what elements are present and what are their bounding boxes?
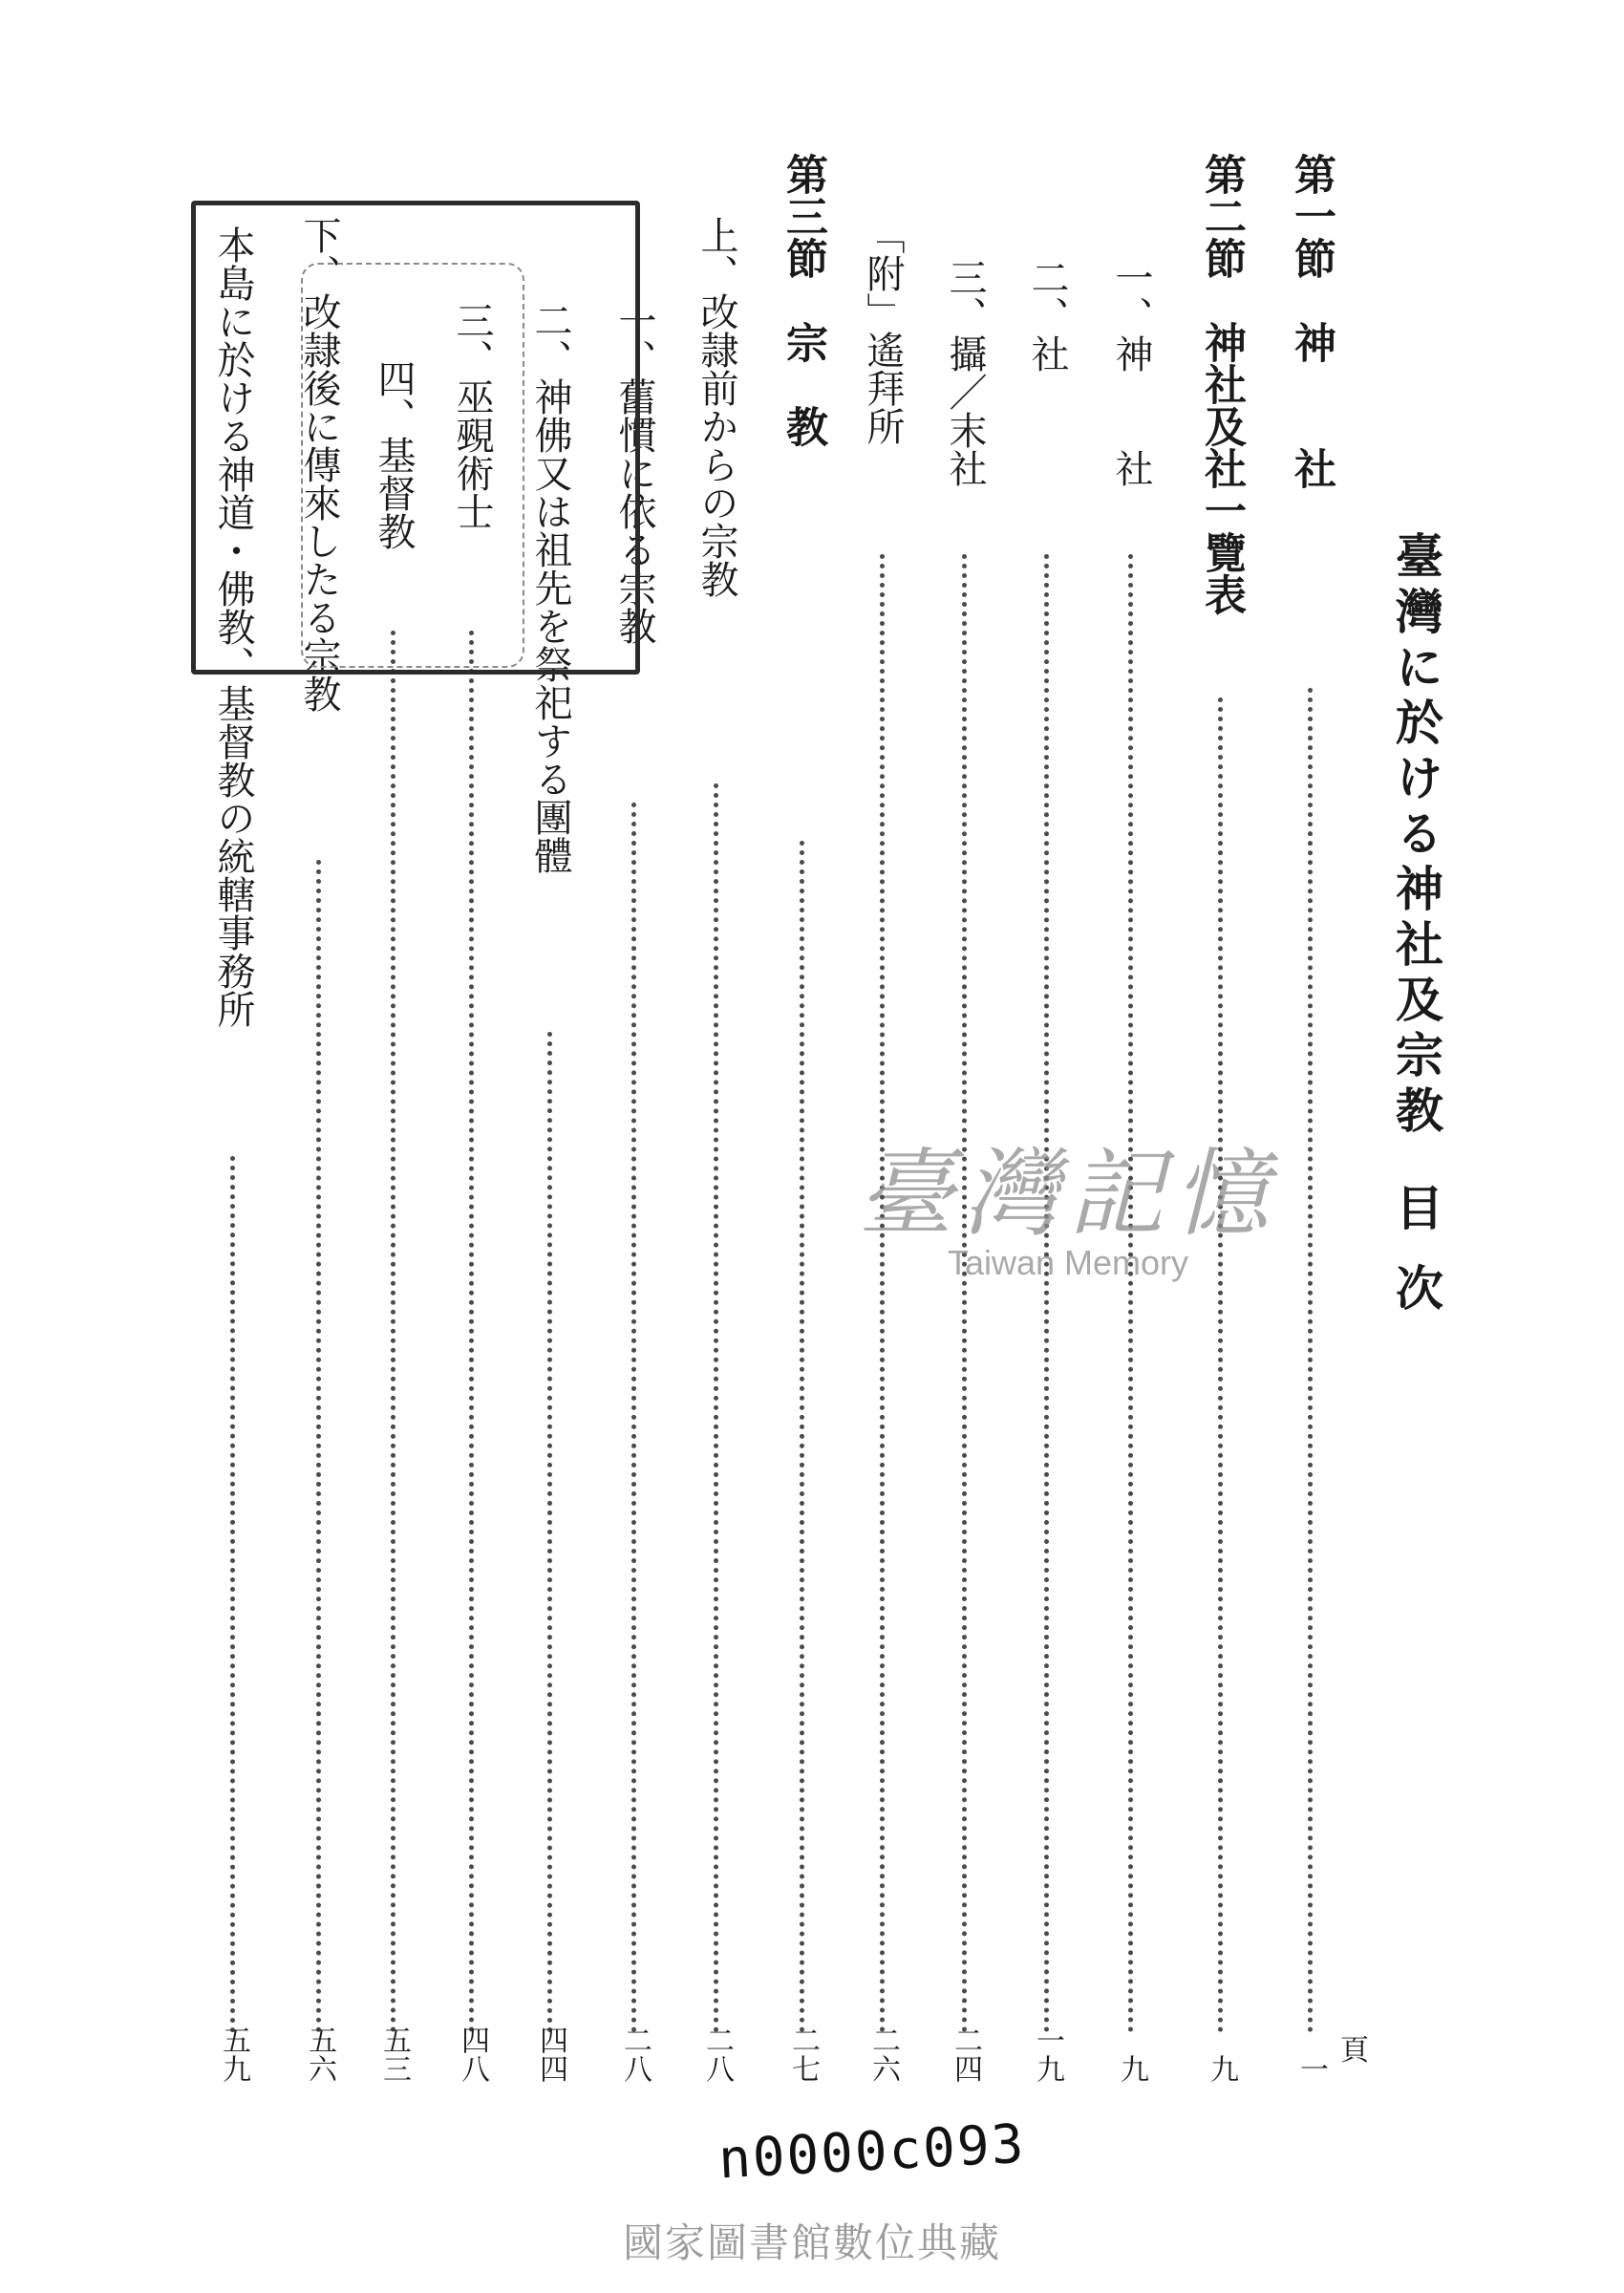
toc-entry-page: 五三 bbox=[377, 2025, 411, 2083]
toc-entry-label: 二、神佛又は祖先を祭祀する團體 bbox=[528, 301, 572, 874]
toc-entry-label: 下、改隷後に傳來したる宗教 bbox=[297, 216, 341, 713]
toc-entry-label: 本島に於ける神道・佛教、基督教の統轄事務所 bbox=[211, 225, 255, 1028]
toc-entry-label: 一、神 社 bbox=[1109, 258, 1153, 487]
toc-entry-label: 「附」遙拜所 bbox=[861, 216, 905, 445]
toc-entry-label: 二、社 bbox=[1025, 258, 1069, 373]
toc-entry-page: 九 bbox=[1115, 2054, 1148, 2083]
toc-entry-page: 二八 bbox=[700, 2025, 734, 2083]
toc-entry bbox=[776, 153, 829, 2083]
toc-entry-page: 九 bbox=[1205, 2054, 1238, 2083]
toc-entry-label: 一、舊慣に依る宗教 bbox=[612, 301, 656, 645]
toc-entry-page: 二八 bbox=[618, 2025, 652, 2083]
toc-entry bbox=[1104, 153, 1158, 2083]
toc-entry bbox=[1020, 153, 1074, 2083]
dot-leader bbox=[1308, 688, 1313, 2033]
table-of-contents-heading: 目次 bbox=[1388, 1183, 1443, 1343]
watermark-english: Taiwan Memory bbox=[947, 1243, 1189, 1282]
toc-entry-page: 五九 bbox=[217, 2025, 250, 2083]
dot-leader bbox=[631, 803, 636, 2033]
toc-entry-label: 第三節 宗 教 bbox=[779, 153, 827, 447]
watermark-chinese: 臺灣記憶 bbox=[858, 1138, 1278, 1250]
toc-entry-label: 第一節 神 社 bbox=[1287, 153, 1336, 489]
toc-entry-label: 三、攝／末社 bbox=[943, 258, 987, 487]
page-column-label: 頁 bbox=[1340, 2034, 1369, 2068]
toc-entry-page: 二四 bbox=[949, 2025, 982, 2083]
toc-entry-page: 四四 bbox=[534, 2025, 567, 2083]
toc-entry-label: 上、改隷前からの宗教 bbox=[694, 216, 738, 598]
dot-leader bbox=[800, 841, 804, 2033]
toc-entry-page: 二七 bbox=[786, 2025, 820, 2083]
dot-leader bbox=[1218, 697, 1223, 2033]
dot-leader bbox=[391, 631, 395, 2033]
toc-entry bbox=[856, 153, 909, 2083]
dot-leader bbox=[547, 1032, 552, 2033]
toc-entry-page: 一 bbox=[1294, 2054, 1328, 2083]
dot-leader bbox=[316, 860, 321, 2033]
toc-entry bbox=[1194, 153, 1248, 2083]
toc-entry-label: 三、巫覡術士 bbox=[450, 301, 494, 530]
toc-entry bbox=[1284, 153, 1337, 2083]
toc-entry-page: 五六 bbox=[303, 2025, 336, 2083]
toc-entry bbox=[938, 153, 992, 2083]
toc-entry bbox=[690, 153, 743, 2083]
dot-leader bbox=[230, 1156, 235, 2033]
toc-entry-page: 四八 bbox=[456, 2025, 489, 2083]
handwritten-catalog-number: n0000c093 bbox=[716, 2112, 1027, 2192]
footer-credit: 國家圖書館數位典藏 bbox=[622, 2219, 1001, 2266]
toc-entry-page: 一九 bbox=[1031, 2025, 1064, 2083]
toc-entry-label: 四、基督教 bbox=[372, 359, 416, 550]
toc-entry-label: 第二節 神社及社一覽表 bbox=[1197, 153, 1246, 615]
document-title: 臺灣に於ける神社及宗教 bbox=[1388, 531, 1443, 1141]
dot-leader bbox=[714, 783, 718, 2033]
library-stamp bbox=[191, 201, 640, 675]
toc-entry-page: 二六 bbox=[866, 2025, 900, 2083]
watermark bbox=[820, 1137, 1316, 1318]
dot-leader bbox=[469, 631, 474, 2033]
